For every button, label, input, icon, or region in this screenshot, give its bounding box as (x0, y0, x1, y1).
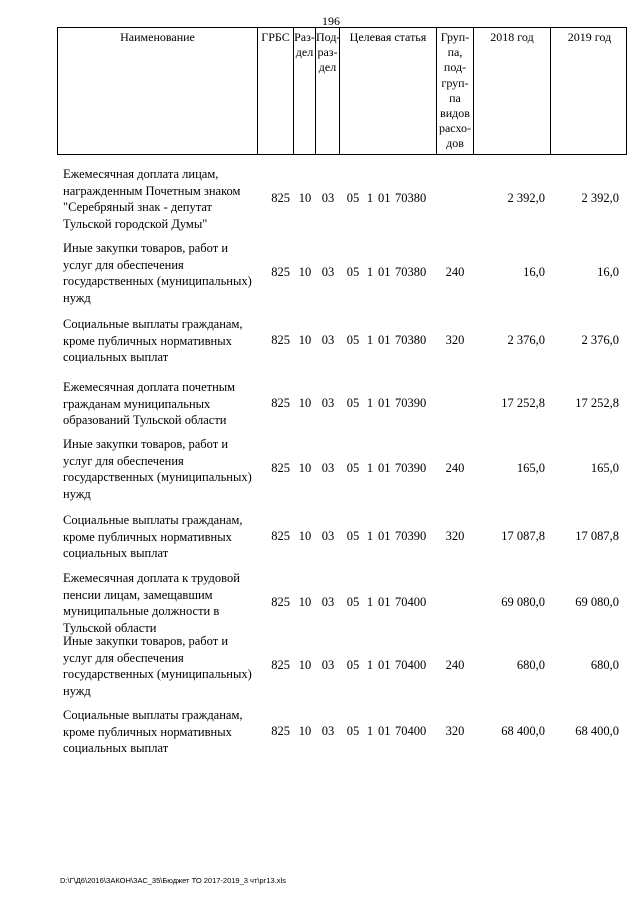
cell-cs2: 1 (366, 191, 374, 205)
cell-cs2: 1 (366, 333, 374, 347)
cell-cs2: 1 (366, 265, 374, 279)
cell-cs3: 01 (378, 658, 391, 672)
cell-y2019: 165,0 (590, 461, 619, 475)
cell-cs1: 05 (346, 265, 360, 279)
cell-pr: 03 (321, 396, 335, 410)
cell-cs1: 05 (346, 724, 360, 738)
row-name: Иные закупки товаров, работ и услуг для обеспечения государственных (муниципальных) нужд (63, 241, 252, 305)
cell-vr: 240 (445, 658, 465, 672)
table-row (57, 707, 627, 767)
cell-vr: 320 (445, 724, 465, 738)
cell-grbs: 825 (271, 191, 290, 205)
cell-rz: 10 (298, 265, 312, 279)
table-row (57, 240, 627, 314)
cell-cs2: 1 (366, 595, 374, 609)
cell-pr: 03 (321, 461, 335, 475)
header-razdel: Раз-дел (294, 28, 316, 154)
cell-cs1: 05 (346, 595, 360, 609)
cell-y2019: 17 087,8 (575, 529, 619, 543)
cell-cs1: 05 (346, 529, 360, 543)
cell-cs1: 05 (346, 191, 360, 205)
cell-y2019: 68 400,0 (575, 724, 619, 738)
cell-pr: 03 (321, 658, 335, 672)
cell-y2019: 69 080,0 (575, 595, 619, 609)
table-row (57, 570, 627, 635)
cell-vr: 240 (445, 461, 465, 475)
cell-cs4: 70390 (395, 396, 427, 410)
file-path-footer: D:\Г\Д6\2016\ЗАКОН\ЗАС_35\Бюджет ТО 2017-2019_3 чт\рг13.xls (60, 876, 286, 885)
cell-cs1: 05 (346, 333, 360, 347)
cell-cs2: 1 (366, 529, 374, 543)
cell-cs3: 01 (378, 461, 391, 475)
cell-y2019: 2 392,0 (581, 191, 619, 205)
cell-y2018: 68 400,0 (501, 724, 545, 738)
cell-cs2: 1 (366, 461, 374, 475)
cell-vr: 240 (445, 265, 465, 279)
row-name: Ежемесячная доплата почетным гражданам муниципальных образований Тульской области (63, 380, 236, 428)
header-grbs: ГРБС (258, 28, 294, 154)
page-number: 196 (322, 14, 340, 28)
cell-cs3: 01 (378, 333, 391, 347)
cell-grbs: 825 (271, 658, 290, 672)
row-name: Социальные выплаты гражданам, кроме публичных нормативных социальных выплат (63, 317, 243, 365)
cell-cs3: 01 (378, 724, 391, 738)
cell-y2018: 680,0 (516, 658, 545, 672)
cell-pr: 03 (321, 529, 335, 543)
cell-grbs: 825 (271, 529, 290, 543)
cell-cs3: 01 (378, 191, 391, 205)
cell-grbs: 825 (271, 724, 290, 738)
header-podrazdel: Под-раз-дел (316, 28, 340, 154)
cell-cs2: 1 (366, 658, 374, 672)
cell-y2019: 16,0 (597, 265, 619, 279)
cell-rz: 10 (298, 595, 312, 609)
header-name: Наименование (58, 28, 258, 154)
cell-cs4: 70380 (395, 265, 427, 279)
cell-y2018: 2 392,0 (507, 191, 545, 205)
cell-rz: 10 (298, 461, 312, 475)
cell-grbs: 825 (271, 396, 290, 410)
row-name: Ежемесячная доплата лицам, награжденным Почетным знаком "Серебряный знак - депутат Тульской городской Думы" (63, 167, 241, 231)
cell-cs4: 70400 (395, 658, 427, 672)
row-name: Иные закупки товаров, работ и услуг для обеспечения государственных (муниципальных) нужд (63, 437, 252, 501)
cell-cs1: 05 (346, 461, 360, 475)
row-name: Социальные выплаты гражданам, кроме публичных нормативных социальных выплат (63, 513, 243, 561)
table-row (57, 166, 627, 240)
header-group: Груп-па, под-груп-па видов расхо-дов (437, 28, 474, 154)
cell-rz: 10 (298, 724, 312, 738)
row-name: Иные закупки товаров, работ и услуг для обеспечения государственных (муниципальных) нужд (63, 634, 252, 698)
cell-cs2: 1 (366, 724, 374, 738)
cell-grbs: 825 (271, 265, 290, 279)
cell-grbs: 825 (271, 461, 290, 475)
cell-pr: 03 (321, 724, 335, 738)
cell-cs2: 1 (366, 396, 374, 410)
cell-cs4: 70390 (395, 461, 427, 475)
row-name: Ежемесячная доплата к трудовой пенсии лицам, замещавшим муниципальные должности в Тульской области (63, 571, 240, 635)
cell-cs4: 70390 (395, 529, 427, 543)
cell-y2018: 17 087,8 (501, 529, 545, 543)
header-2019: 2019 год (567, 30, 612, 44)
cell-y2018: 16,0 (523, 265, 545, 279)
cell-y2019: 2 376,0 (581, 333, 619, 347)
cell-rz: 10 (298, 191, 312, 205)
cell-cs3: 01 (378, 396, 391, 410)
cell-y2019: 17 252,8 (575, 396, 619, 410)
cell-y2018: 2 376,0 (507, 333, 545, 347)
cell-rz: 10 (298, 658, 312, 672)
cell-y2018: 69 080,0 (501, 595, 545, 609)
cell-rz: 10 (298, 333, 312, 347)
cell-cs1: 05 (346, 658, 360, 672)
header-2018: 2018 год (474, 28, 551, 154)
table-row (57, 316, 627, 376)
cell-cs1: 05 (346, 396, 360, 410)
cell-vr: 320 (445, 529, 465, 543)
table-row (57, 379, 627, 435)
cell-cs3: 01 (378, 265, 391, 279)
cell-pr: 03 (321, 333, 335, 347)
cell-cs3: 01 (378, 529, 391, 543)
cell-cs4: 70380 (395, 191, 427, 205)
cell-y2018: 17 252,8 (501, 396, 545, 410)
cell-pr: 03 (321, 265, 335, 279)
cell-grbs: 825 (271, 595, 290, 609)
cell-rz: 10 (298, 529, 312, 543)
table-header (57, 27, 627, 155)
table-row (57, 436, 627, 510)
cell-rz: 10 (298, 396, 312, 410)
cell-cs4: 70400 (395, 724, 427, 738)
table-row (57, 512, 627, 568)
header-target: Целевая статья (340, 28, 437, 154)
cell-pr: 03 (321, 595, 335, 609)
cell-grbs: 825 (271, 333, 290, 347)
cell-vr: 320 (445, 333, 465, 347)
cell-pr: 03 (321, 191, 335, 205)
cell-cs4: 70380 (395, 333, 427, 347)
cell-y2018: 165,0 (516, 461, 545, 475)
cell-y2019: 680,0 (590, 658, 619, 672)
row-name: Социальные выплаты гражданам, кроме публичных нормативных социальных выплат (63, 708, 243, 756)
table-row (57, 633, 627, 707)
cell-cs4: 70400 (395, 595, 427, 609)
cell-cs3: 01 (378, 595, 391, 609)
